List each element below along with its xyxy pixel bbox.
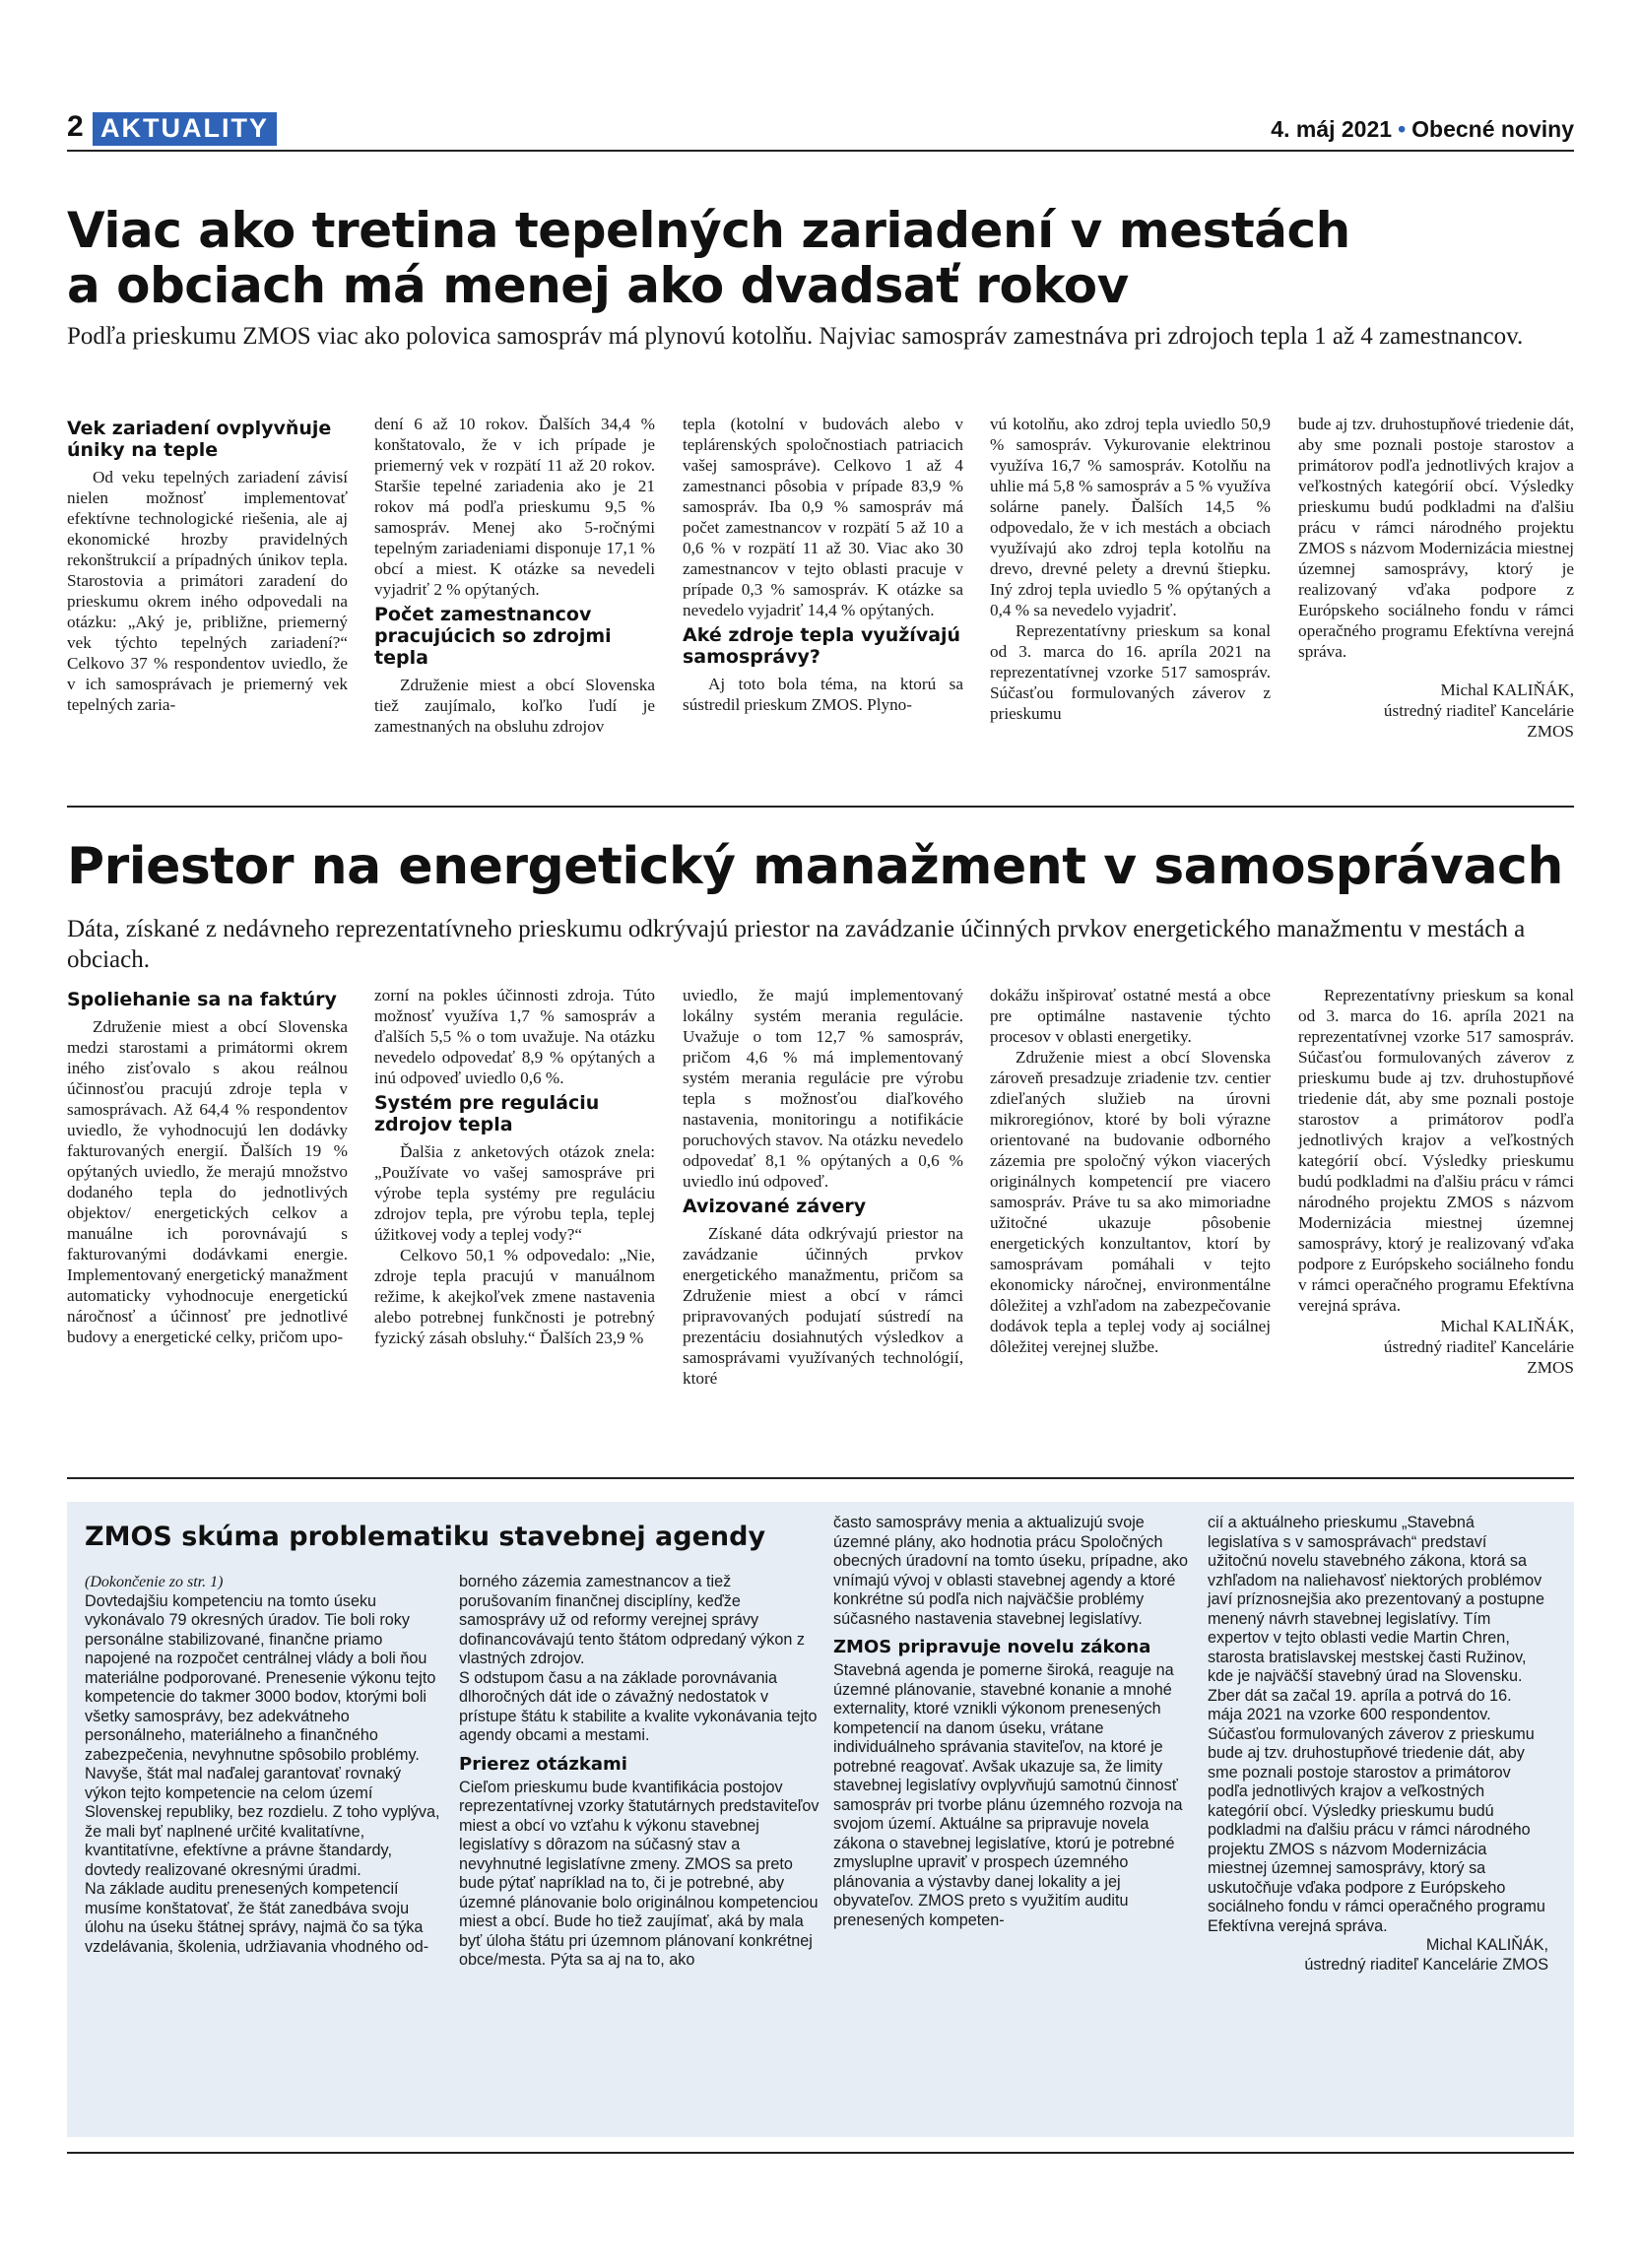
- article1-paragraph: vú kotolňu, ako zdroj tepla uviedlo 50,9 % samospráv. Vykurovanie elektrinou využíva 16,7 % samospráv. Kotolňu na uhlie má 5,8 % samospráv a 5 % využíva solárne panely. Ďalších 14,5 % odpovedalo, že v ich mestách a obciach využívajú ako zdroj tepla kotolňu na drevo, drevné pelety a drevnú štiepku. Iný zdroj tepla uviedlo 5 % opýtaných a 0,4 % sa nevedelo vyjadriť.: [990, 415, 1271, 619]
- article1-column-5: [1298, 414, 1574, 788]
- article1-paragraph: bude aj tzv. druhostupňové triedenie dát, aby sme poznali postoje starostov a primátorov podľa jednotlivých krajov a veľkostných kategórií obcí. Výsledky prieskumu budú podkladmi na ďalšiu prácu v rámci národného projektu ZMOS s názvom Modernizácia miestnej územnej samosprávy, ktorý je realizovaný vďaka podpore z Európskeho sociálneho fondu v rámci operačného programu Efektívna verejná správa.: [1298, 415, 1574, 661]
- continued-note: (Dokončenie zo str. 1): [85, 1574, 224, 1590]
- article1-paragraph: Reprezentatívny prieskum sa konal od 3. marca do 16. apríla 2021 na reprezentatívnej vzorke 517 samospráv. Súčasťou formulovaných záverov z prieskumu: [990, 621, 1271, 723]
- article1-column-4: [990, 414, 1271, 788]
- article1-headline-line2: a obciach má menej ako dvadsať rokov: [67, 257, 1129, 314]
- boxed-article-title: ZMOS skúma problematiku stavebnej agendy: [85, 1522, 766, 1552]
- divider: [67, 2152, 1574, 2154]
- article2-column-4: [990, 985, 1271, 1458]
- boxed-paragraph: cií a aktuálneho prieskumu „Stavebná legislatíva s v samosprávach“ predstaví užitočnú novelu stavebného zákona, ktorá sa vzhľadom na naliehavosť niektorých problémov javí príznosnejšia ako prezentovaný a postupne menený návrh stavebnej legislatívy. Tím expertov v tejto oblasti vedie Martin Chren, starosta bratislavskej mestskej časti Ružinov, kde je najväčší stavebný úrad na Slovensku.: [1208, 1514, 1544, 1685]
- article2-signature-name: Michal KALIŇÁK,: [1440, 1317, 1574, 1335]
- article2-paragraph: Združenie miest a obcí Slovenska medzi starostami a primátormi okrem iného zisťovalo s akou reálnou účinnosťou pracujú zdroje tepla v samosprávach. Až 64,4 % respondentov uviedlo, že vyhodnocujú len dodávky fakturovaných energií. Ďalších 19 % opýtaných uviedlo, že merajú množstvo dodaného tepla do jednotlivých objektov/ energetických celkov a manuálne ich porovnávajú s fakturovanými dodávkami energie. Implementovaný energetický manažment automaticky vyhodnocuje energetickú náročnosť a účinnosť pre jednotlivé budovy a energetické celky, pričom upo-: [67, 1017, 348, 1346]
- boxed-paragraph: borného zázemia zamestnancov a tiež porušovaním finančnej disciplíny, keďže samosprávy už od reformy verejnej správy dofinancovávajú tento štátom odpredaný výkon z vlastných zdrojov.: [459, 1573, 805, 1667]
- article1-signature-role: ústredný riaditeľ Kancelárie: [1383, 701, 1574, 720]
- article1-column-1: [67, 414, 348, 788]
- boxed-paragraph: Stavebná agenda je pomerne široká, reaguje na územné plánovanie, stavebné konanie a mnohé externality, ktoré vznikli výkonom prenesených kompetencií na danom úseku, vrátane individuálneho správania staviteľov, na ktoré je potrebné reagovať. Avšak ukazuje sa, že limity stavebnej legislatívy ovplyvňujú samotnú činnosť samospráv pri tvorbe plánu územného rozvoja na svojom území. Aktuálne sa pripravuje novela zákona o stavebnej legislatíve, ktorú je potrebné zmysluplne upraviť v prospech územného plánovania a výstavby danej lokality a jej obyvateľov. ZMOS preto s využitím auditu prenesených kompeten-: [833, 1661, 1183, 1929]
- section-label: AKTUALITY: [93, 112, 277, 146]
- article2-signature-org: ZMOS: [1527, 1358, 1574, 1377]
- article1-headline: [67, 203, 1544, 313]
- separator: •: [1398, 116, 1407, 142]
- boxed-paragraph: Dovtedajšiu kompetenciu na tomto úseku vykonávalo 79 okresných úradov. Tie boli roky personálne stabilizované, finančne priamo napojené na rozpočet centrálnej vlády a boli ňou materiálne podporované. Prenesenie výkonu tejto kompetencie do takmer 3000 bodov, ktorými boli všetky samosprávy, bez adekvátneho personálneho, materiálneho a finančného zabezpečenia, nevyhnutne spôsobilo problémy. Navyše, štát mal naďalej garantovať rovnaký výkon tejto kompetencie na celom území Slovenskej republiky, bez rozdielu. Z toho vyplýva, že mali byť naplnené určité kvalitatívne, kvantitatívne, efektívne a právne štandardy, dovtedy realizované okresnými úradmi.: [85, 1591, 440, 1879]
- boxed-article-column-4: [1208, 1514, 1562, 1975]
- article2-paragraph: Získané dáta odkrývajú priestor na zavádzanie účinných prvkov energetického manažmentu, pričom sa Združenie miest a obcí v rámci pripravovaných podujatí sústredí na prezentáciu dosiahnutých výsledkov a samosprávami využívaných technológií, ktoré: [683, 1224, 963, 1388]
- article2-paragraph: Reprezentatívny prieskum sa konal od 3. marca do 16. apríla 2021 na reprezentatívnej vzorke 517 samospráv. Súčasťou formulovaných záverov z prieskumu bude aj tzv. druhostupňové triedenie dát, aby sme poznali postoje starostov a primátorov podľa jednotlivých krajov a veľkostných kategórií obcí. Výsledky prieskumu budú podkladmi na ďalšiu prácu v rámci národného projektu ZMOS s názvom Modernizácia miestnej územnej samosprávy, ktorý je realizovaný vďaka podpore z Európskeho sociálneho fondu v rámci operačného programu Efektívna verejná správa.: [1298, 986, 1574, 1315]
- article1-paragraph: dení 6 až 10 rokov. Ďalších 34,4 % konštatovalo, že v ich prípade je priemerný vek v rozpätí 11 až 20 rokov. Staršie tepelné zariadenia ako je 21 rokov má podľa prieskumu 9,5 % samospráv. Menej ako 5-ročnými tepelným zariadeniami disponuje 17,1 % obcí a miest. K otázke sa nevedeli vyjadriť 2 % opýtaných.: [374, 415, 655, 599]
- boxed-subheading-2: ZMOS pripravuje novelu zákona: [833, 1637, 1151, 1657]
- boxed-article-column-1: [85, 1573, 459, 1957]
- boxed-article-column-2: [459, 1573, 833, 1971]
- divider: [67, 806, 1574, 808]
- article1-subheading-1: Vek zariadení ovplyvňuje úniky na teple: [67, 418, 332, 461]
- boxed-paragraph: S odstupom času a na základe porovnávania dlhoročných dát ide o závažný nedostatok v prístupe štátu k stabilite a kvalite vykonávania tejto agendy obcami a mestami.: [459, 1668, 818, 1744]
- article1-paragraph: tepla (kotolní v budovách alebo v teplárenských spoločnostiach patriacich vašej samospráve). Celkovo 1 až 4 zamestnanci pôsobia v prípade 83,9 % samospráv. Iba 0,9 % samospráv má počet zamestnancov v rozpätí 5 až 10 a 0,6 % v rozpätí 11 až 30. Viac ako 30 zamestnancov v tejto oblasti pracuje v prípade 0,3 % samospráv. K otázke sa nevedelo vyjadriť 14,4 % opýtaných.: [683, 415, 963, 619]
- article1-paragraph: Združenie miest a obcí Slovenska tiež zaujímalo, koľko ľudí je zamestnaných na obsluhu zdrojov: [374, 676, 655, 736]
- article2-headline: Priestor na energetický manažment v samosprávach: [67, 837, 1563, 896]
- article2-paragraph: dokážu inšpirovať ostatné mestá a obce pre optimálne nastavenie týchto procesov v oblasti energetiky.: [990, 986, 1271, 1046]
- article2-signature-role: ústredný riaditeľ Kancelárie: [1383, 1337, 1574, 1356]
- article1-paragraph: Aj toto bola téma, na ktorú sa sústredil prieskum ZMOS. Plyno-: [683, 675, 963, 714]
- article2-column-1: [67, 985, 348, 1458]
- article1-headline-line1: Viac ako tretina tepelných zariadení v mestách: [67, 202, 1350, 259]
- article2-subheading-1: Spoliehanie sa na faktúry: [67, 989, 337, 1010]
- article2-column-5: [1298, 985, 1574, 1458]
- article1-column-2: [374, 414, 655, 788]
- boxed-paragraph: Na základe auditu prenesených kompetencií musíme konštatovať, že štát zanedbáva svoju úlohu na úseku štátnej správy, najmä čo sa týka vzdelávania, školenia, udržiavania vhodného od-: [85, 1880, 429, 1956]
- boxed-article: [67, 1502, 1574, 2137]
- article2-paragraph: Ďalšia z anketových otázok znela: „Používate vo vašej samospráve pri výrobe tepla systémy pre reguláciu zdrojov tepla, pre výrobu tepla, teplej úžitkovej vody a teplej vody?“: [374, 1142, 655, 1244]
- article2-column-3: [683, 985, 963, 1458]
- boxed-paragraph: Cieľom prieskumu bude kvantifikácia postojov reprezentatívnej vzorky štatutárnych predstaviteľov miest a obcí vo vzťahu k výkonu stavebnej legislatívy s dôrazom na súčasný stav a nevyhnutné legislatívne zmeny. ZMOS sa preto bude pýtať napríklad na to, či je potrebné, aby územné plánovanie bolo originálnou kompetenciou miest a obcí. Bude ho tiež zaujímať, aká by mala byť úloha štátu pri územnom plánovaní konkrétnej obce/mesta. Pýta sa aj na to, ako: [459, 1778, 820, 1969]
- boxed-subheading-1: Prierez otázkami: [459, 1753, 627, 1775]
- article2-paragraph: uviedlo, že majú implementovaný lokálny systém merania regulácie. Uvažuje o tom 12,7 % samospráv, pričom 4,6 % má implementovaný systém merania regulácie pre výrobu tepla s možnosťou diaľkového nastavenia, monitoringu a notifikácie poruchových stavov. Na otázku nevedelo odpovedať 8,1 % opýtaných a 0,6 % uviedlo inú odpoveď.: [683, 986, 963, 1191]
- article2-paragraph: Celkovo 50,1 % odpovedalo: „Nie, zdroje tepla pracujú v manuálnom režime, k akejkoľvek zmene nastavenia alebo potrebnej funkčnosti je potrebný fyzický zásah obsluhy.“ Ďalších 23,9 %: [374, 1246, 655, 1347]
- article1-signature-name: Michal KALIŇÁK,: [1440, 680, 1574, 699]
- masthead: [67, 108, 1574, 152]
- article1-subheading-2: Počet zamestnancov pracujúcich so zdrojmi tepla: [374, 604, 612, 669]
- boxed-article-column-3: [833, 1514, 1208, 1930]
- boxed-paragraph: často samosprávy menia a aktualizujú svoje územné plány, ako hodnotia prácu Spoločných obecných úradovní na tomto úseku, prípadne, ako vnímajú vývoj v oblasti stavebnej agendy a ktoré konkrétne sú podľa nich najväčšie problémy súčasného nastavenia stavebnej legislatívy.: [833, 1514, 1188, 1628]
- issue-date: 4. máj 2021: [1271, 116, 1393, 142]
- boxed-paragraph: Zber dát sa začal 19. apríla a potrvá do 16. mája 2021 na vzorke 600 respondentov. Súčasťou formulovaných záverov z prieskumu bude aj tzv. druhostupňové triedenie dát, aby sme poznali postoje starostov a primátorov podľa jednotlivých krajov a veľkostných kategórií obcí. Výsledky prieskumu budú podkladmi na ďalšiu prácu v rámci národného projektu ZMOS s názvom Modernizácia miestnej územnej samosprávy, ktorý sa uskutočňuje vďaka podpore z Európskeho sociálneho fondu v rámci operačného programu Efektívna verejná správa.: [1208, 1686, 1545, 1935]
- divider: [67, 1477, 1574, 1479]
- boxed-signature-role: ústredný riaditeľ Kancelárie ZMOS: [1304, 1955, 1548, 1974]
- article2-paragraph: Združenie miest a obcí Slovenska zároveň presadzuje zriadenie tzv. centier zdieľaných služieb na úrovni mikroregiónov, ktoré by boli výrazne orientované na budovanie odborného zázemia pre spoločný výkon viacerých originálnych kompetencií pre viacero samospráv. Práve tu sa ako mimoriadne užitočné ukazuje pôsobenie energetických konzultantov, ktorí by samosprávam pomáhali v tejto ekonomicky náročnej, environmentálne dôležitej a vzhľadom na zabezpečovanie dodávok tepla a teplej vody aj sociálnej dôležitej verejnej službe.: [990, 1048, 1271, 1356]
- article1-paragraph: Od veku tepelných zariadení závisí nielen možnosť implementovať efektívne technologické riešenia, ale aj ekonomické hrozby pravidelných rekonštrukcií a prípadných únikov tepla. Starostovia a primátori zaradení do prieskumu okrem iného odpovedali na otázku: „Aký je, približne, priemerný vek týchto tepelných zariadení?“ Celkovo 37 % respondentov uviedlo, že v ich samosprávach je priemerný vek tepelných zaria-: [67, 468, 348, 714]
- article2-paragraph: zorní na pokles účinnosti zdroja. Túto možnosť využíva 1,7 % samospráv a ďalších 5,5 % o tom uvažuje. Na otázku nevedelo odpovedať 8,9 % opýtaných a inú odpoveď uviedlo 0,6 %.: [374, 986, 655, 1087]
- article2-column-2: [374, 985, 655, 1458]
- article2-subheading-3: Avizované závery: [683, 1196, 867, 1217]
- page-number: 2: [67, 110, 84, 143]
- boxed-signature-name: Michal KALIŇÁK,: [1425, 1936, 1548, 1954]
- article1-signature-org: ZMOS: [1527, 722, 1574, 741]
- newspaper-name: Obecné noviny: [1411, 116, 1574, 142]
- article1-subheading-3: Aké zdroje tepla využívajú samosprávy?: [683, 624, 961, 668]
- article1-column-3: [683, 414, 963, 788]
- article2-lede: Dáta, získané z nedávneho reprezentatívneho prieskumu odkrývajú priestor na zavádzanie účinných prvkov energetického manažmentu v mestách a obciach.: [67, 916, 1526, 973]
- article2-subheading-2: Systém pre reguláciu zdrojov tepla: [374, 1092, 600, 1135]
- article1-lede: Podľa prieskumu ZMOS viac ako polovica samospráv má plynovú kotolňu. Najviac samospráv zamestnáva pri zdrojoch tepla 1 až 4 zamestnancov.: [67, 323, 1524, 350]
- dateline: [1271, 116, 1574, 143]
